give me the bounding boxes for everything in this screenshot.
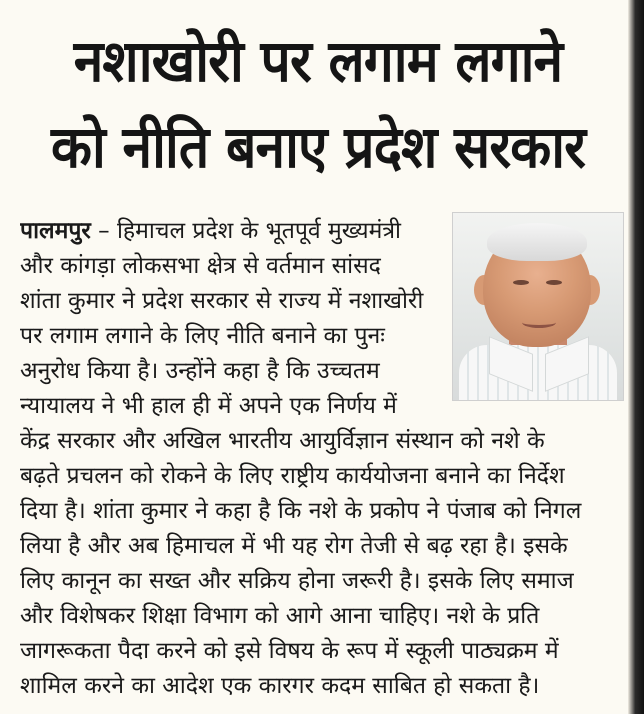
article-line-9: दिया है। शांता कुमार ने कहा है कि नशे के प्रकोप ने पंजाब को निगल: [20, 498, 582, 524]
article-line-14: शामिल करने का आदेश एक कारगर कदम साबित हो सकता है।: [20, 673, 540, 699]
scan-dark-edge: [628, 0, 644, 714]
dateline: पालमपुर: [20, 218, 91, 244]
article-line-12: और विशेषकर शिक्षा विभाग को आगे आना चाहिए। नशे के प्रति: [20, 603, 540, 629]
headline: [18, 18, 618, 190]
article-line-11: लिए कानून का सख्त और सक्रिय होना जरूरी है। इसके लिए समाज: [20, 568, 574, 594]
article-line-10: लिया है और अब हिमाचल में भी यह रोग तेजी से बढ़ रहा है। इसके: [20, 533, 568, 559]
headline-line-1: नशाखोरी पर लगाम लगाने: [73, 27, 563, 95]
article-full-width-lines: [20, 424, 626, 704]
article-line-4: पर लगाम लगाने के लिए नीति बनाने का पुनः: [20, 323, 385, 349]
article-line-7: केंद्र सरकार और अखिल भारतीय आयुर्विज्ञान संस्थान को नशे के: [20, 428, 545, 454]
article-line-2: और कांगड़ा लोकसभा क्षेत्र से वर्तमान सांसद: [20, 253, 381, 279]
article-line-3: शांता कुमार ने प्रदेश सरकार से राज्य में नशाखोरी: [20, 288, 424, 314]
article-line-5: अनुरोध किया है। उन्होंने कहा है कि उच्चतम: [20, 358, 380, 384]
article-line-1-text: हिमाचल प्रदेश के भूतपूर्व मुख्यमंत्री: [116, 218, 401, 244]
article-line-1: [20, 214, 445, 249]
dateline-dash: –: [90, 218, 117, 244]
article-line-6: न्यायालय ने भी हाल ही में अपने एक निर्णय में: [20, 393, 397, 419]
article-body: [20, 214, 626, 704]
article-line-8: बढ़ते प्रचलन को रोकने के लिए राष्ट्रीय कार्ययोजना बनाने का निर्देश: [20, 463, 565, 489]
headline-line-2: को नीति बनाए प्रदेश सरकार: [50, 113, 586, 181]
article-line-13: जागरूकता पैदा करने को इसे विषय के रूप में स्कूली पाठ्यक्रम में: [20, 638, 559, 664]
article-top-lines: [20, 214, 445, 424]
